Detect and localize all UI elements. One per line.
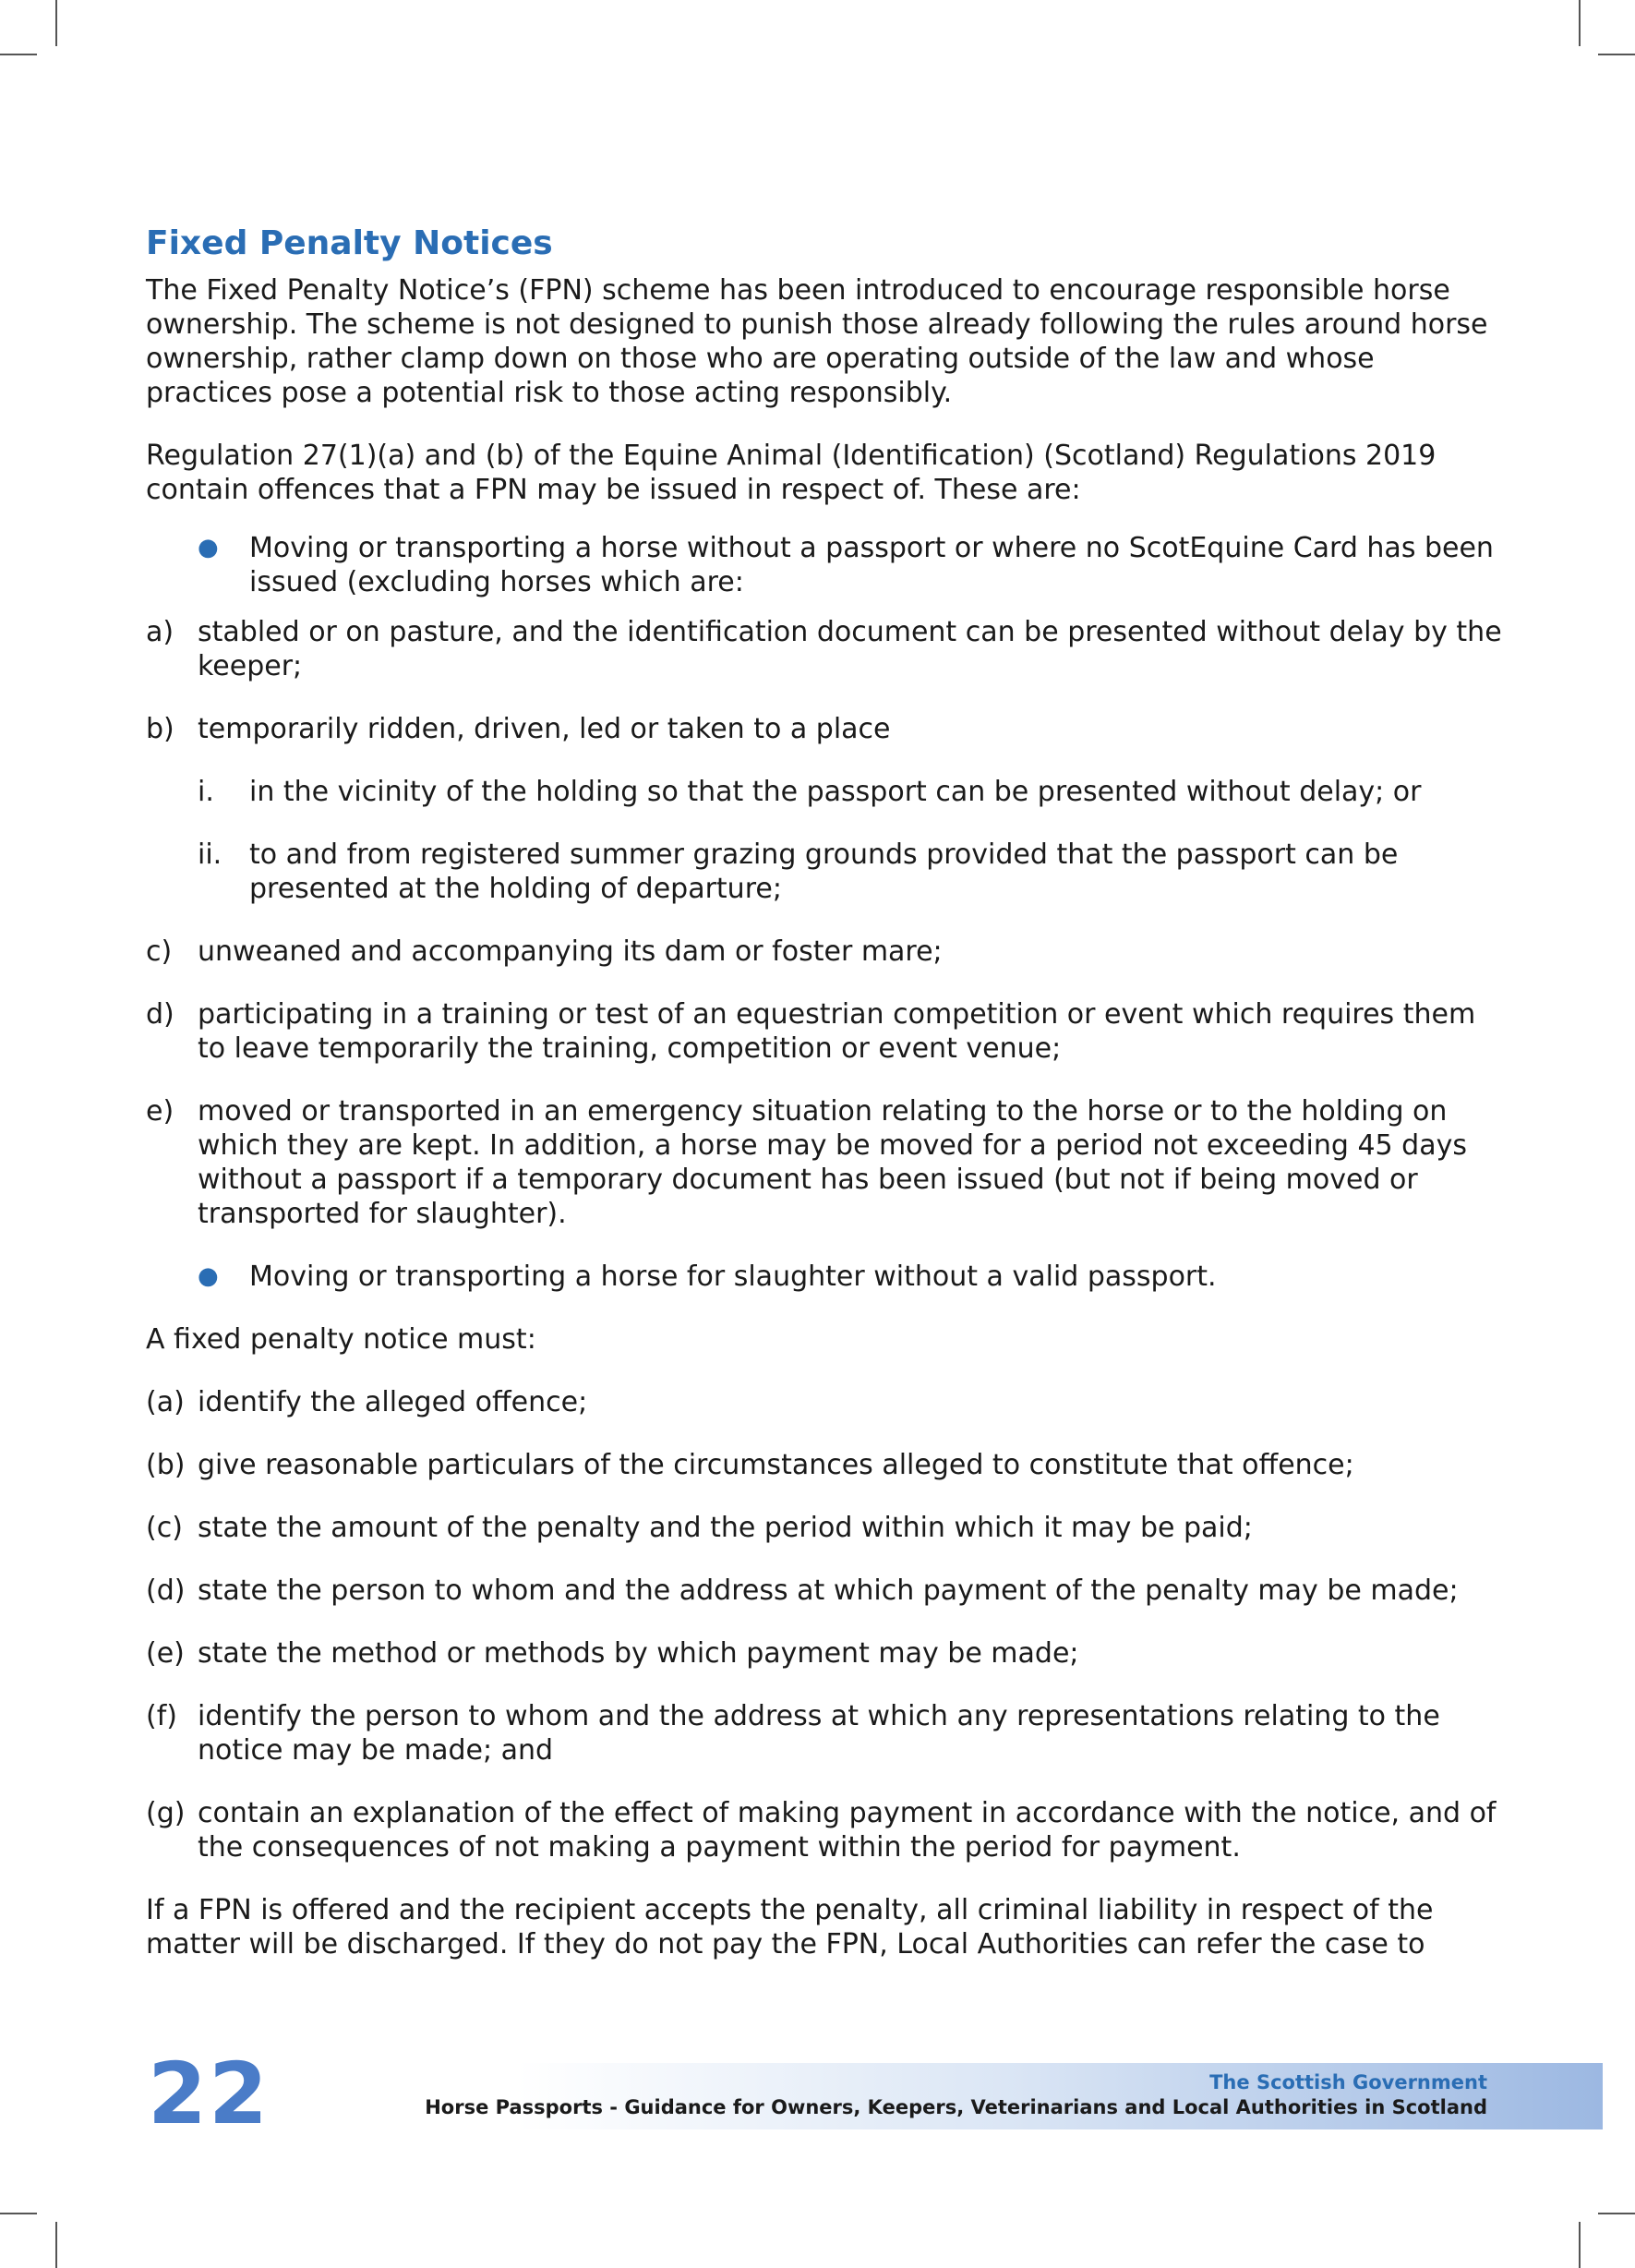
list-text: temporarily ridden, driven, led or taken to a place <box>198 713 891 745</box>
list-label: (d) <box>146 1574 186 1607</box>
crop-mark <box>1598 54 1635 55</box>
list-label: a) <box>146 616 174 648</box>
list-text: stabled or on pasture, and the identification document can be presented without delay by the keeper; <box>198 616 1502 682</box>
crop-mark <box>0 54 37 55</box>
list-label: (e) <box>146 1637 185 1670</box>
list-label: e) <box>146 1095 174 1128</box>
list-label: i. <box>198 776 214 808</box>
list-item <box>146 1511 1503 1545</box>
list-item <box>146 1636 1503 1671</box>
list-label: (f) <box>146 1700 177 1732</box>
crop-mark <box>55 0 57 46</box>
footer-organisation: The Scottish Government <box>1209 2071 1487 2093</box>
list-label: (a) <box>146 1386 185 1418</box>
sub-list-item <box>146 775 1503 809</box>
crop-mark <box>1579 0 1581 46</box>
regulation-paragraph: Regulation 27(1)(a) and (b) of the Equine Animal (Identification) (Scotland) Regulations 2019 contain offences that a FPN may be issued in respect of. These are: <box>146 440 1437 506</box>
list-text: in the vicinity of the holding so that the passport can be presented without delay; or <box>249 776 1422 808</box>
page-title: Fixed Penalty Notices <box>146 224 553 262</box>
bullet-icon: ● <box>198 534 219 561</box>
bullet-text: Moving or transporting a horse without a passport or where no ScotEquine Card has been issued (excluding horses which are: <box>249 532 1494 598</box>
list-item <box>146 1699 1503 1767</box>
list-item <box>146 615 1503 683</box>
list-item <box>146 1796 1503 1864</box>
sub-list-item <box>146 838 1503 906</box>
list-item <box>146 712 1503 746</box>
list-label: d) <box>146 998 174 1031</box>
bullet-item <box>146 531 1503 599</box>
list-item <box>146 1385 1503 1419</box>
list-text: to and from registered summer grazing grounds provided that the passport can be presented at the holding of departure; <box>249 838 1399 905</box>
crop-mark <box>1579 2222 1581 2268</box>
list-text: identify the person to whom and the address at which any representations relating to the notice may be made; and <box>198 1700 1440 1767</box>
list-label: ii. <box>198 838 222 871</box>
list-label: (g) <box>146 1797 186 1829</box>
list-text: contain an explanation of the effect of making payment in accordance with the notice, and of the consequences of not making a payment within the period for payment. <box>198 1797 1497 1864</box>
list-text: state the method or methods by which payment may be made; <box>198 1637 1079 1670</box>
footer-document-title: Horse Passports - Guidance for Owners, Keepers, Veterinarians and Local Authorities in Scotland <box>425 2096 1487 2118</box>
list-item <box>146 1574 1503 1608</box>
list-text: state the person to whom and the address at which payment of the penalty may be made; <box>198 1574 1459 1607</box>
crop-mark <box>1598 2213 1635 2214</box>
page-content <box>146 223 1503 1990</box>
list-item <box>146 997 1503 1066</box>
list-item <box>146 1448 1503 1482</box>
crop-mark <box>0 2213 37 2214</box>
bullet-text: Moving or transporting a horse for slaughter without a valid passport. <box>249 1261 1217 1293</box>
closing-paragraph: If a FPN is offered and the recipient accepts the penalty, all criminal liability in respect of the matter will be discharged. If they do not pay the FPN, Local Authorities can refer the case to <box>146 1894 1434 1960</box>
list-text: state the amount of the penalty and the period within which it may be paid; <box>198 1512 1253 1544</box>
page-number: 22 <box>148 2045 270 2143</box>
bullet-icon: ● <box>198 1262 219 1290</box>
bullet-item <box>146 1260 1503 1294</box>
list-text: participating in a training or test of an equestrian competition or event which requires them to leave temporarily the training, competition or event venue; <box>198 998 1476 1065</box>
list-text: moved or transported in an emergency situation relating to the horse or to the holding on which they are kept. In addition, a horse may be moved for a period not exceeding 45 days without a passport if a temporary document has been issued (but not if being moved or transported for slaughter). <box>198 1095 1467 1230</box>
crop-mark <box>55 2222 57 2268</box>
intro-paragraph: The Fixed Penalty Notice’s (FPN) scheme has been introduced to encourage responsible horse ownership. The scheme is not designed to punish those already following the rules around horse ownership, rather clamp down on those who are operating outside of the law and whose practices pose a potential risk to those acting responsibly. <box>146 274 1488 409</box>
list-text: unweaned and accompanying its dam or foster mare; <box>198 935 943 968</box>
requirements-intro: A fixed penalty notice must: <box>146 1323 536 1356</box>
list-label: b) <box>146 713 174 745</box>
list-label: (c) <box>146 1512 183 1544</box>
list-label: c) <box>146 935 173 968</box>
list-item <box>146 1094 1503 1231</box>
list-item <box>146 935 1503 969</box>
list-text: give reasonable particulars of the circumstances alleged to constitute that offence; <box>198 1449 1354 1481</box>
list-text: identify the alleged offence; <box>198 1386 588 1418</box>
list-label: (b) <box>146 1449 186 1481</box>
